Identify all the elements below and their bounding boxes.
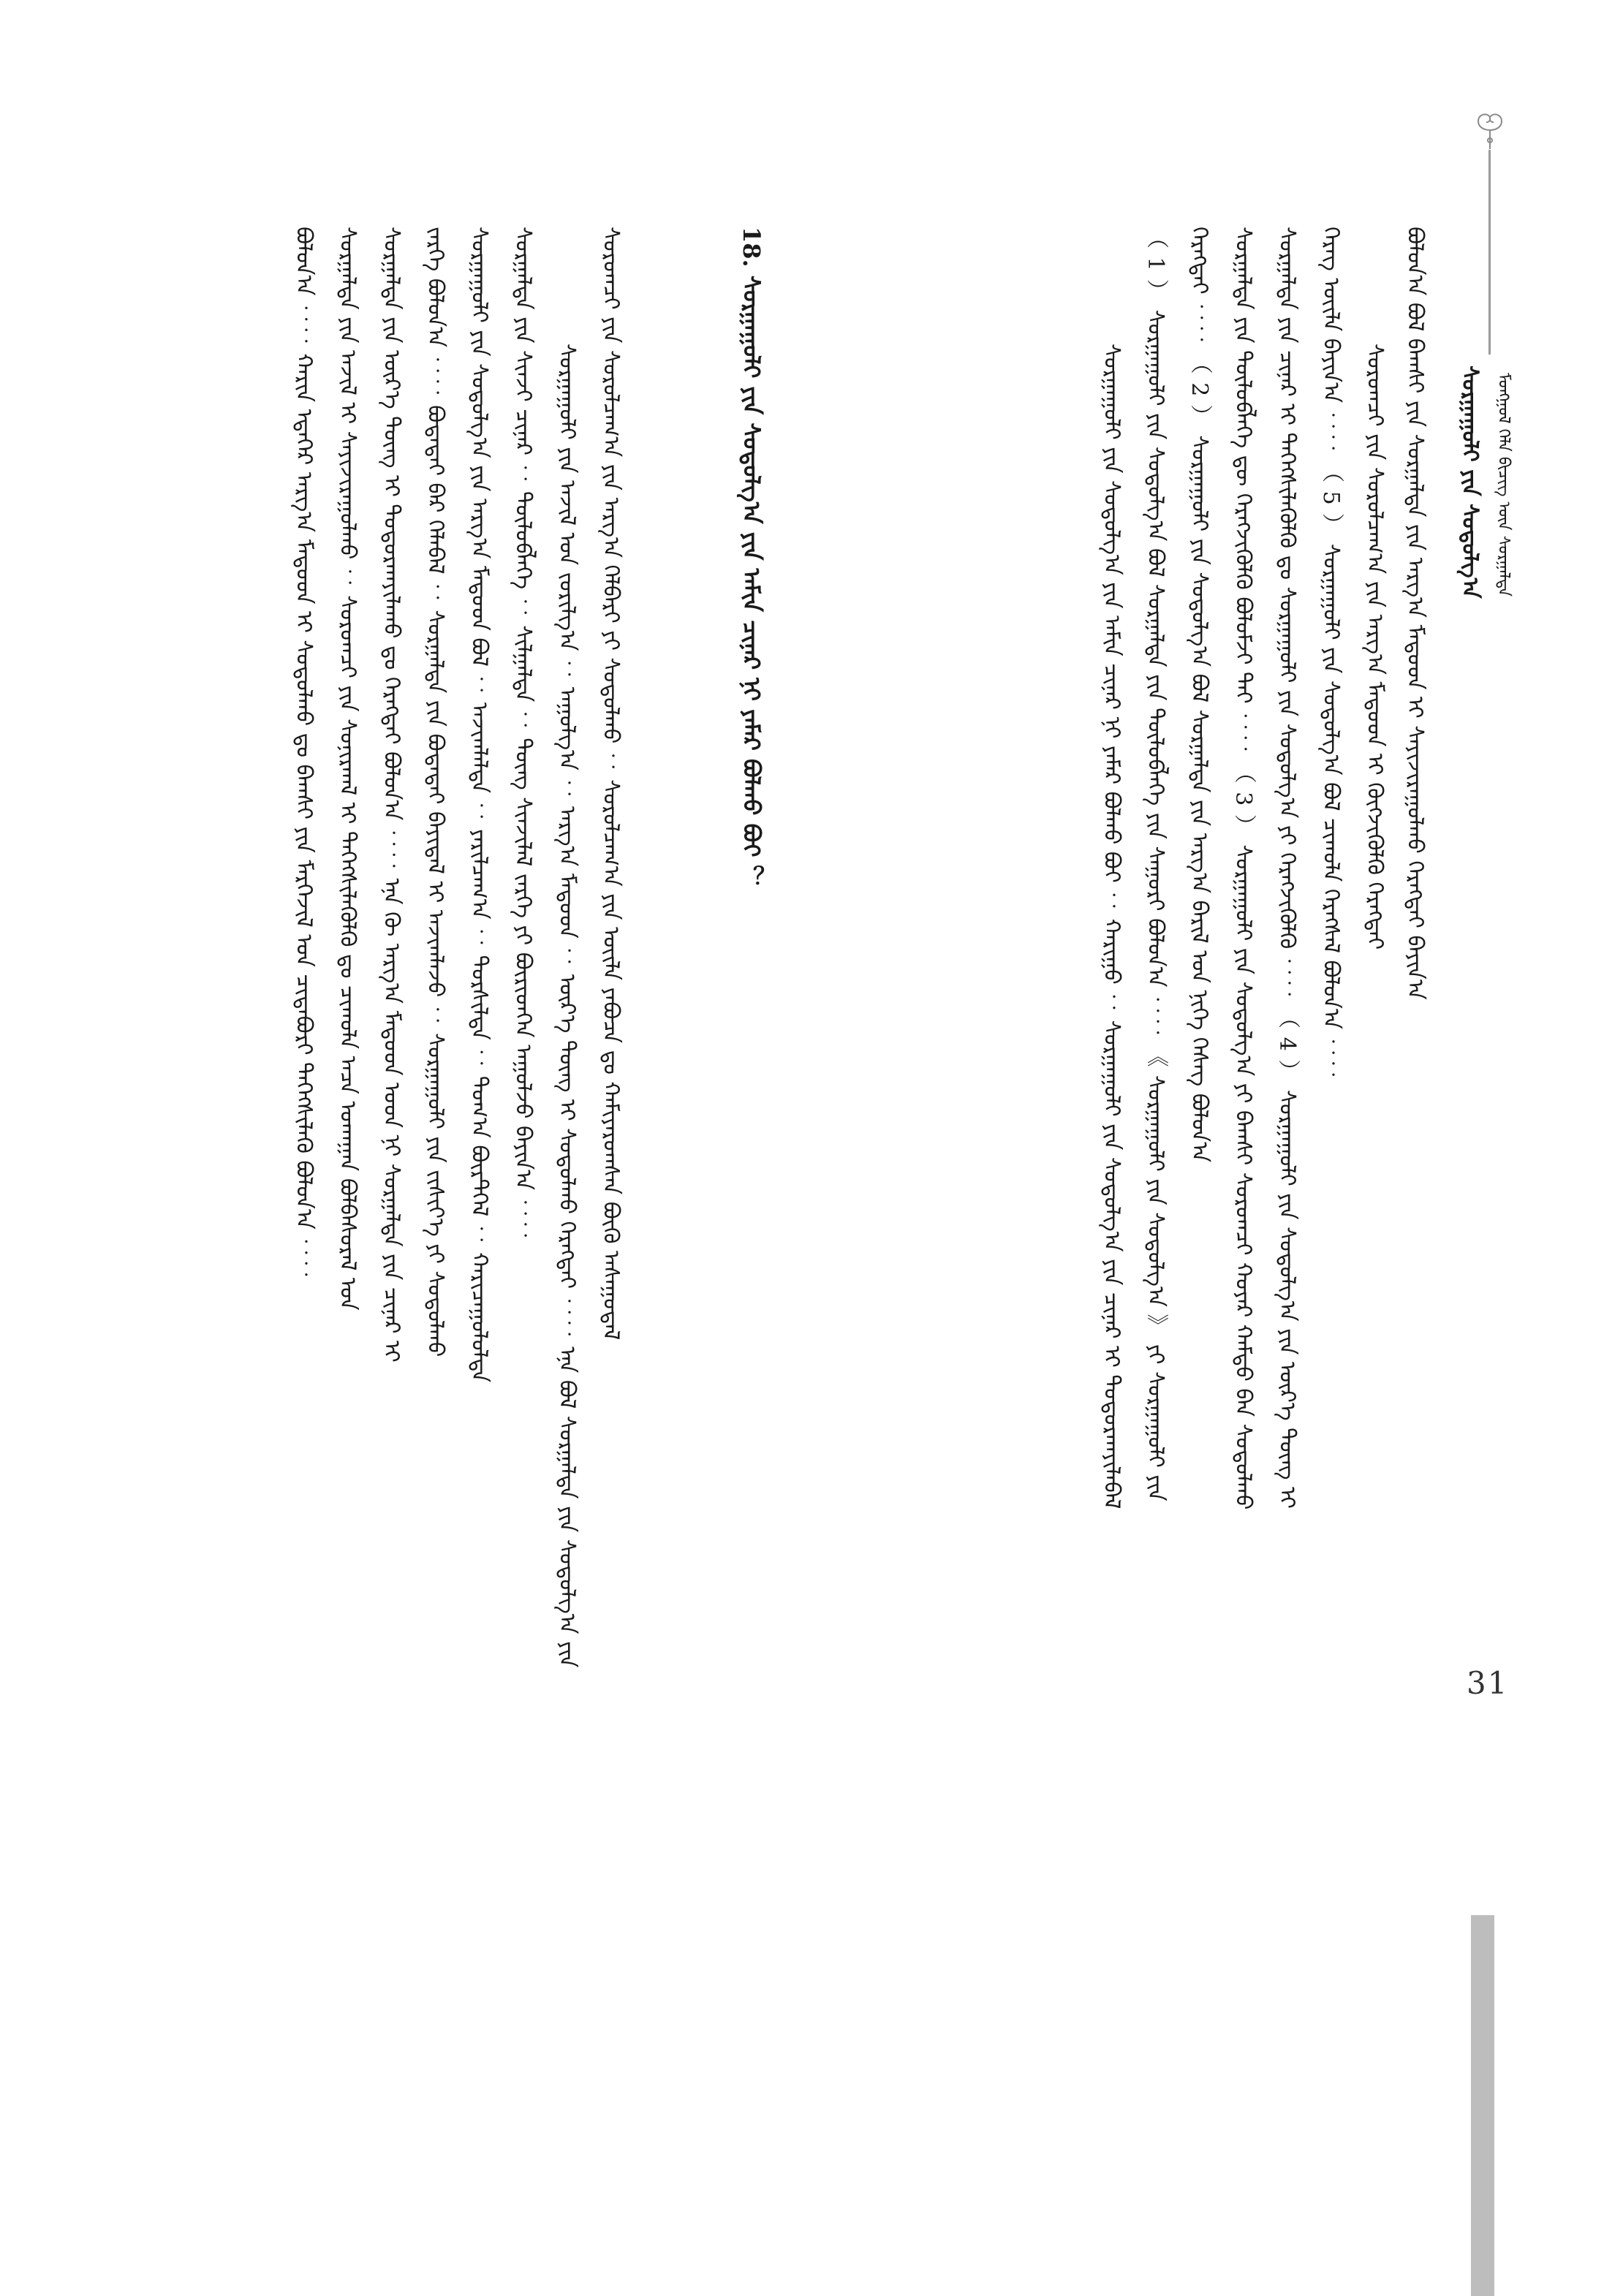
body-line: ᠬᠡᠷᠡᠭᠲᠡᠢ ︰︰ （ 2 ） ᠰᠤᠷᠭᠠᠭᠤᠯᠢ ᠶᠢᠨ ᠰᠤᠳᠤᠯᠭ᠎ᠠ ᠪᠣᠯ ᠰᠤᠷᠭᠠᠯᠲᠠ ᠶᠢᠨ ᠠᠷᠭ᠎ᠠ ᠪᠠᠷᠢᠯ ᠤᠨ ᠨᠢᠭᠡ ᠬᠡᠰᠡᠭ ᠪᠣᠯᠤᠨ᠎ᠠ [1187,227,1212,1163]
body-line: ᠰᠤᠷᠭᠠᠯᠲᠠ ᠶᠢᠨ ᠰᠢᠨᠵᠢ ᠴᠢᠨᠠᠷ ︰ ᠲᠥᠯᠥᠪᠯᠡᠭᠡ ︰ ᠰᠢᠯᠭᠠᠯᠲᠠ ︰ ᠳᠦᠩ ᠰᠢᠨᠵᠢᠯᠡᠯ ᠵᠡᠷᠭᠡ ᠶᠢ ᠪᠦᠷᠢᠳᠭᠡᠨ ᠠᠭᠤᠯᠵᠤ ᠪᠠᠶᠢᠨ᠎ᠠ ︰︰ [510,227,536,1241]
body-line: ᠰᠤᠷᠭᠠᠯᠲᠠ ᠶᠢᠨ ᠲᠥᠯᠥᠪᠯᠡᠭᠡ ᠳᠦ ᠬᠡᠷᠡᠭᠵᠢᠭᠦᠯᠬᠦ ᠪᠣᠯᠤᠮᠵᠢ ᠲᠠᠢ ︰︰ （ 3 ） ᠰᠤᠷᠭᠠᠭᠤᠯᠢ ᠶᠢᠨ ᠰᠤᠳᠤᠯᠭ᠎ᠠ ᠶᠢ ᠪᠠᠭᠰᠢ ᠰᠤᠷᠤᠭᠴᠢ ᠬᠣᠶᠠᠷ ᠬᠠᠮᠲᠤ ᠪᠡᠨ ᠰᠤᠳᠤᠯᠬᠤ [1230,227,1256,1510]
body-line: ᠰᠤᠷᠭᠠᠭᠤᠯᠢ ᠶᠢᠨ ᠰᠤᠳᠤᠯᠭ᠎ᠠ ᠶᠢᠨ ᠠᠷᠭ᠎ᠠ ᠮᠡᠲᠤᠳ ᠪᠣᠯ ︰ ᠠᠵᠢᠭᠯᠠᠯᠲᠠ ︰ ᠶᠠᠷᠢᠯᠴᠠᠭ᠎ᠠ ︰ ᠲᠤᠷᠰᠢᠯᠲᠠ ︰ ᠲᠣᠭ᠎ᠠ ᠪᠦᠷᠲᠭᠡᠯ ︰ ᠬᠠᠷᠢᠴᠠᠭᠤᠯᠤᠯᠲᠠ [466,227,492,1383]
thumb-tab [1471,1915,1494,2296]
page-number: 31 [1467,1665,1509,1701]
header-ornament-icon [1468,108,1512,152]
body-line: ᠰᠤᠷᠭᠠᠭᠤᠯᠢ ᠶᠢᠨ ᠰᠤᠳᠤᠯᠭ᠎ᠠ ᠶᠢᠨ ᠠᠮᠢᠨ ᠴᠢᠨᠠᠷ ᠨᠢ ᠶᠠᠮᠠᠷ ᠪᠣᠯᠬᠤ ᠪᠤᠢ ︰ ᠬᠠᠷᠢᠭᠤ ︰ ᠰᠤᠷᠭᠠᠭᠤᠯᠢ ᠶᠢᠨ ᠰᠤᠳᠤᠯᠭ᠎ᠠ ᠶᠢᠨ ᠴᠢᠨᠠᠷ ᠢ ᠲᠣᠳᠤᠷᠬᠠᠶᠢᠯᠠᠪᠠᠯ [1099,344,1124,1509]
body-line: ᠰᠤᠷᠭᠠᠯᠲᠠ ᠶᠢᠨ ᠠᠵᠢᠯ ᠢ ᠰᠠᠶᠢᠵᠢᠷᠠᠭᠤᠯᠬᠤ ︰ ᠰᠤᠷᠤᠭᠴᠢ ᠶᠢᠨ ᠰᠣᠨᠢᠷᠬᠠᠯ ᠢ ᠳᠡᠭᠡᠭᠰᠢᠯᠡᠭᠦᠯᠬᠦ ᠳᠤ ᠴᠢᠬᠤᠯᠠ ᠠᠴᠠ ᠤᠬᠠᠭᠠᠨ ᠪᠣᠯᠪᠠᠰᠤᠷᠠᠯ ᠤᠨ [335,227,360,1311]
body-line: ᠪᠣᠯᠤᠨ᠎ᠠ ︰︰ ᠬᠠᠷᠢᠨ ᠡᠳᠡᠭᠡᠷ ᠠᠷᠭ᠎ᠠ ᠮᠡᠲᠤᠳ ᠢ ᠰᠤᠳᠤᠯᠬᠤ ᠳᠤ ᠪᠠᠭᠰᠢ ᠶᠢᠨ ᠮᠡᠷᠭᠡᠵᠢᠯ ᠤᠨ ᠴᠢᠳᠠᠪᠤᠷᠢ ᠳᠡᠭᠡᠭᠰᠢᠯᠡᠬᠦ ᠪᠣᠯᠤᠨ᠎ᠠ ︰︰ [291,227,317,1281]
body-line: ᠰᠤᠷᠤᠭᠴᠢ ᠶᠢᠨ ᠰᠤᠷᠤᠯᠴᠠᠭ᠎ᠠ ᠶᠢᠨ ᠠᠷᠭ᠎ᠠ ᠮᠡᠲᠤᠳ ᠢ ᠬᠥᠭᠵᠢᠭᠦᠯᠬᠦ ᠬᠡᠷᠡᠭᠲᠡᠢ [1362,344,1388,950]
question-heading: 18. ᠰᠤᠷᠭᠠᠭᠤᠯᠢ ᠶᠢᠨ ᠰᠤᠳᠤᠯᠭ᠎ᠠ ᠶᠢᠨ ᠠᠮᠢᠨ ᠴᠢᠨᠠᠷ ᠨᠢ ᠶᠠᠮᠠᠷ ᠪᠣᠯᠬᠤ ᠪᠤᠢ ？ [738,227,765,889]
body-line: ᠰᠤᠷᠭᠠᠯᠲᠠ ᠶᠢᠨ ᠴᠢᠨᠠᠷ ᠢ ᠳᠡᠭᠡᠭᠰᠢᠯᠡᠭᠦᠯᠬᠦ ᠳᠤ ᠰᠤᠷᠭᠠᠭᠤᠯᠢ ᠶᠢᠨ ᠰᠤᠳᠤᠯᠭ᠎ᠠ ᠶᠢ ᠬᠡᠷᠡᠭᠵᠢᠭᠦᠯᠬᠦ ︰︰ （ 4 ） ᠰᠤᠷᠭᠠᠭᠤᠯᠢ ᠶᠢᠨ ᠰᠤᠳᠤᠯᠭ᠎ᠠ ᠶᠢᠨ ᠦᠷ᠎ᠡ ᠳᠦᠩ ᠢ [1274,227,1300,1509]
body-line: ᠵᠡᠷᠭᠡ ᠪᠣᠯᠤᠨ᠎ᠠ ︰︰ ᠪᠣᠳᠠᠳᠠᠢ ᠪᠡᠷ ᠬᠡᠯᠡᠪᠡᠯ ︰ ᠰᠤᠷᠭᠠᠯᠲᠠ ᠶᠢᠨ ᠪᠣᠳᠠᠳᠠᠢ ᠪᠠᠶᠢᠳᠠᠯ ᠢ ᠠᠵᠢᠭᠯᠠᠵᠤ ︰ ᠰᠤᠷᠭᠠᠭᠤᠯᠢ ᠶᠢᠨ ᠵᠢᠱᠢᠶ᠎ᠡ ᠶᠢ ᠰᠤᠳᠤᠯᠬᠤ [423,227,448,1357]
running-header-subtitle: ᠮᠣᠩᠭᠣᠯ ᠬᠡᠯᠡ ᠪᠢᠴᠢᠭ ᠦᠨ ᠰᠤᠷᠭᠠᠯᠲᠠ [1494,373,1513,597]
body-line: ᠰᠤᠷᠭᠠᠯᠲᠠ ᠶᠢᠨ ᠦᠷ᠎ᠡ ᠳᠦᠩ ᠢ ᠲᠣᠳᠤᠷᠬᠠᠶᠢᠯᠠᠬᠤ ᠳᠤ ᠬᠡᠷᠡᠭᠲᠡᠢ ᠪᠣᠯᠤᠨ᠎ᠠ ︰︰ ᠡᠨᠡ ᠬᠦ ᠠᠷᠭ᠎ᠠ ᠮᠡᠲᠤᠳ ᠤᠳ ᠨᠢ ᠰᠤᠷᠭᠠᠯᠲᠠ ᠶᠢᠨ ᠴᠢᠨᠠᠷ ᠢ [379,227,404,1363]
header-rule [1488,150,1491,355]
running-header-title: ᠰᠤᠷᠭᠠᠭᠤᠯᠢ ᠶᠢᠨ ᠰᠤᠳᠤᠯᠭ᠎ᠠ [1457,365,1483,599]
body-line: （ 1 ） ᠰᠤᠷᠭᠠᠭᠤᠯᠢ ᠶᠢᠨ ᠰᠤᠳᠤᠯᠭ᠎ᠠ ᠪᠣᠯ ᠰᠤᠷᠭᠠᠯᠲᠠ ᠶᠢᠨ ᠲᠥᠯᠥᠪᠯᠡᠭᠡ ᠶᠢᠨ ᠰᠠᠭᠤᠷᠢ ᠪᠣᠯᠤᠨ᠎ᠠ ︰︰ 《 ᠰᠤᠷᠭᠠᠭᠤᠯᠢ ᠶᠢᠨ ᠰᠤᠳᠤᠯᠭ᠎ᠠ 》 ᠶᠢ ᠰᠤᠷᠭᠠᠭᠤᠯᠢ ᠶᠢᠨ [1143,227,1168,1501]
body-line: ᠰᠤᠷᠤᠭᠴᠢ ᠶᠢᠨ ᠰᠤᠷᠤᠯᠴᠠᠭ᠎ᠠ ᠶᠢᠨ ᠠᠷᠭ᠎ᠠ ᠬᠡᠯᠪᠡᠷᠢ ᠶᠢ ᠰᠤᠳᠤᠯᠬᠤ ︰ ᠰᠤᠷᠤᠯᠴᠠᠭ᠎ᠠ ᠶᠢᠨ ᠦᠢᠯᠡ ᠶᠠᠪᠤᠴᠠ ᠳᠤ ᠬᠠᠮᠢᠶᠠᠷᠤᠭᠰᠠᠨ ᠪᠦᠬᠦ ᠠᠰᠠᠭᠤᠳᠠᠯ [598,227,624,1341]
body-line: ᠬᠡᠷᠡᠭ ᠦᠢᠯᠡ ᠪᠠᠶᠢᠨ᠎ᠠ ︰︰ （ 5 ） ᠰᠤᠷᠭᠠᠭᠤᠯᠢ ᠶᠢᠨ ᠰᠤᠳᠤᠯᠭ᠎ᠠ ᠪᠣᠯ ᠴᠢᠬᠤᠯᠠ ᠬᠡᠷᠡᠭᠰᠡᠯ ᠪᠣᠯᠤᠨ᠎ᠠ ︰︰ [1318,227,1344,1080]
body-line: ᠪᠣᠯᠣᠨ᠎ᠠ ᠪᠣᠯ ᠪᠠᠭᠰᠢ ᠶᠢᠨ ᠰᠤᠷᠭᠠᠯᠲᠠ ᠶᠢᠨ ᠠᠷᠭ᠎ᠠ ᠮᠡᠲᠤᠳ ᠢ ᠰᠠᠶᠢᠵᠢᠷᠠᠭᠤᠯᠬᠤ ᠬᠡᠷᠡᠭᠲᠡᠢ ᠪᠠᠶᠢᠨ᠎ᠠ [1402,227,1428,1000]
body-line: ᠰᠤᠷᠭᠠᠭᠤᠯᠢ ᠶᠢᠨ ᠠᠵᠢᠯ ᠤᠨ ᠵᠣᠷᠢᠯᠭ᠎ᠠ ︰ ᠠᠭᠤᠯᠭ᠎ᠠ ︰ ᠠᠷᠭ᠎ᠠ ᠮᠡᠲᠤᠳ ︰ ᠦᠷ᠎ᠡ ᠳᠦᠩ ᠢ ᠰᠤᠳᠤᠯᠬᠤ ᠬᠡᠷᠡᠭᠲᠡᠢ ︰︰ ᠡᠨᠡ ᠪᠣᠯ ᠰᠤᠷᠭᠠᠯᠲᠠ ᠶᠢᠨ ᠰᠤᠳᠤᠯᠭ᠎ᠠ ᠶᠢᠨ [554,344,580,1668]
